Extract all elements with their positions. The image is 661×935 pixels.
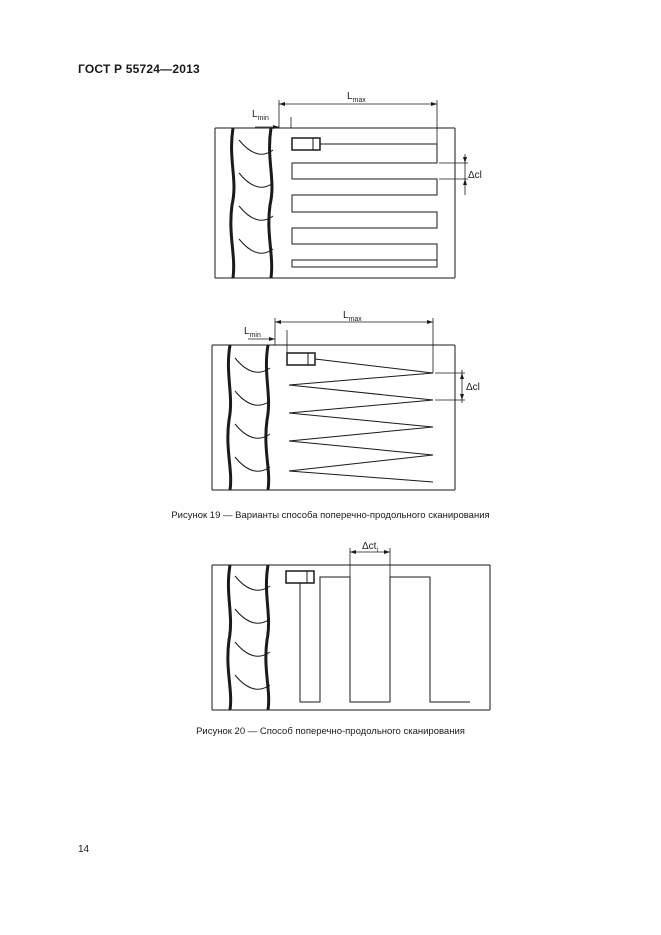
l-min-label: $L_{min}$ xyxy=(252,109,269,122)
l-max-label: $L_{max}$ xyxy=(343,310,362,323)
l-min-label: $L_{min}$ xyxy=(244,326,261,339)
raster-scan-path xyxy=(300,577,470,702)
delta-cl-label: Δcl xyxy=(466,382,480,393)
delta-ct-label: Δct$_i$ xyxy=(362,541,379,554)
document-header: ГОСТ Р 55724—2013 xyxy=(78,62,200,76)
figure-20-caption: Рисунок 20 — Способ поперечно-продольного сканирования xyxy=(196,726,465,737)
figure-19-caption: Рисунок 19 — Варианты способа поперечно-продольного сканирования xyxy=(171,510,490,521)
probe-transducer xyxy=(286,571,314,583)
l-max-label: $L_{max}$ xyxy=(347,91,366,104)
weld-ripples xyxy=(235,576,270,689)
delta-cl-label: Δcl xyxy=(468,170,482,181)
page-number: 14 xyxy=(78,844,90,855)
